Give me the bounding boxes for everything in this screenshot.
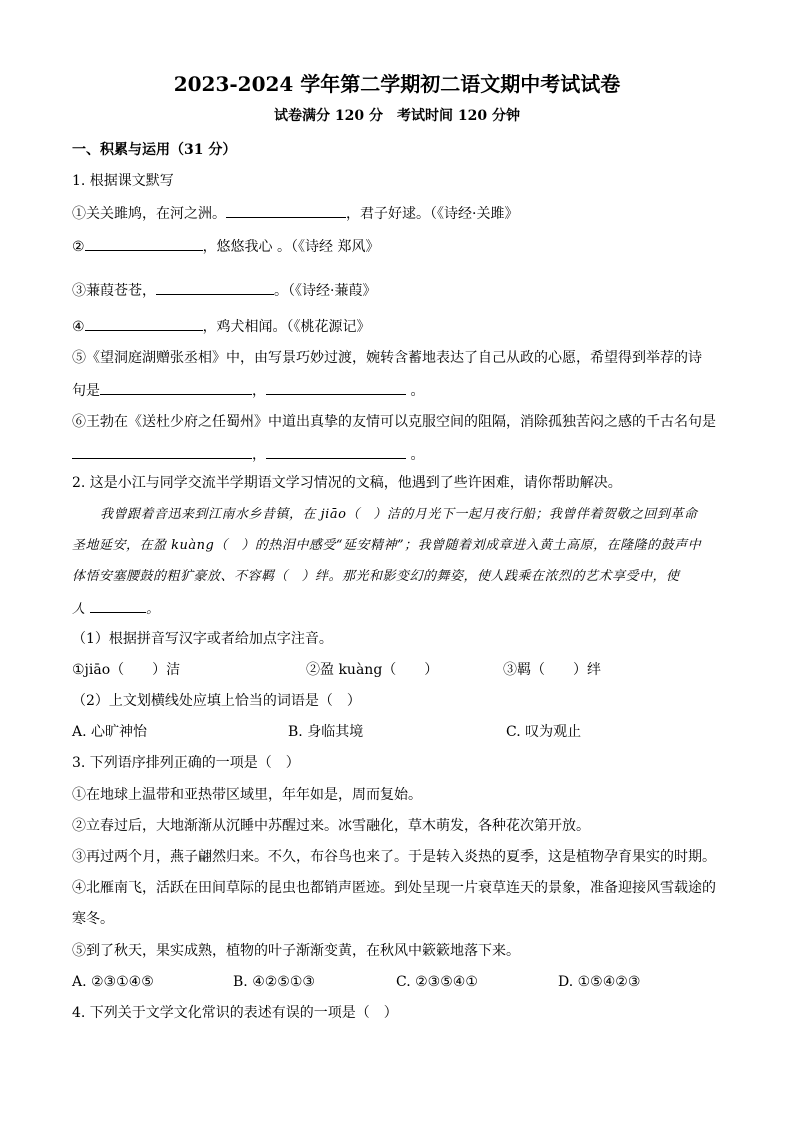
question-1-line-3 bbox=[72, 280, 376, 301]
question-1-line-5b bbox=[72, 380, 424, 401]
sub-question-1-item-3: ③羁（ ）绊 bbox=[503, 662, 601, 678]
answer-blank[interactable] bbox=[266, 444, 406, 459]
text: ③蒹葭苍苍， bbox=[72, 283, 156, 299]
text: 。（《诗经·蒹葭》 bbox=[274, 283, 377, 299]
text: ，鸡犬相闻。（《桃花源记》 bbox=[202, 319, 371, 335]
question-3-stem: 3. 下列语序排列正确的一项是（ ） bbox=[72, 755, 300, 771]
answer-blank[interactable] bbox=[156, 280, 274, 295]
passage-line: 圣地延安，在盈 kuàng（ ）的热泪中感受“延安精神”；我曾随着刘成章进入黄土高原，在隆隆的鼓声中 bbox=[72, 538, 702, 553]
text: ② bbox=[72, 239, 85, 255]
text: ， bbox=[252, 383, 266, 399]
text: ①关关雎鸠，在河之洲。 bbox=[72, 206, 226, 222]
question-1-line-4 bbox=[72, 316, 371, 337]
sentence-1: ①在地球上温带和亚热带区域里，年年如是，周而复始。 bbox=[72, 787, 422, 803]
sub-question-1: （1）根据拼音写汉字或者给加点字注音。 bbox=[72, 631, 333, 647]
question-1-line-6: ⑥王勃在《送杜少府之任蜀州》中道出真挚的友情可以克服空间的阻隔，消除孤独苦闷之感的千古名句是 bbox=[72, 414, 716, 430]
text: 。 bbox=[406, 383, 425, 399]
text: 句是 bbox=[72, 383, 100, 399]
section-heading: 一、积累与运用（31 分） bbox=[72, 142, 237, 158]
option-d[interactable]: D. ①⑤④②③ bbox=[558, 974, 641, 990]
answer-blank[interactable] bbox=[100, 380, 252, 395]
text: ，悠悠我心 。（《诗经 郑风》 bbox=[202, 239, 380, 255]
text: 人 bbox=[72, 602, 86, 617]
passage-line bbox=[72, 598, 160, 620]
sub-question-1-item-1: ①jiāo（ ）洁 bbox=[72, 662, 181, 678]
page-title: 2023-2024 学年第二学期初二语文期中考试试卷 bbox=[173, 72, 621, 96]
sub-question-1-item-2: ②盈 kuàng（ ） bbox=[306, 662, 439, 678]
question-1-line-2 bbox=[72, 236, 379, 257]
sub-question-2: （2）上文划横线处应填上恰当的词语是（ ） bbox=[72, 693, 361, 709]
question-1-line-1 bbox=[72, 203, 518, 224]
sentence-4-cont: 寒冬。 bbox=[72, 911, 114, 927]
passage-line: 体悟安塞腰鼓的粗犷豪放、不容羁（ ）绊。那光和影变幻的舞姿，使人践乘在浓烈的艺术享受中，使 bbox=[72, 569, 680, 584]
sentence-5: ⑤到了秋天，果实成熟，植物的叶子渐渐变黄，在秋风中簌簌地落下来。 bbox=[72, 943, 520, 959]
answer-blank[interactable] bbox=[226, 203, 346, 218]
sentence-4: ④北雁南飞，活跃在田间草际的昆虫也都销声匿迹。到处呈现一片衰草连天的景象，准备迎接风雪载途的 bbox=[72, 880, 716, 896]
answer-blank[interactable] bbox=[90, 598, 146, 613]
text: ，君子好逑。（《诗经·关雎》 bbox=[346, 206, 519, 222]
option-c[interactable]: C. 叹为观止 bbox=[506, 724, 582, 740]
question-1-stem: 1. 根据课文默写 bbox=[72, 173, 174, 189]
text: ， bbox=[252, 447, 266, 463]
option-a[interactable]: A. ②③①④⑤ bbox=[72, 974, 154, 990]
option-c[interactable]: C. ②③⑤④① bbox=[396, 974, 478, 990]
option-b[interactable]: B. 身临其境 bbox=[288, 724, 364, 740]
sentence-2: ②立春过后，大地渐渐从沉睡中苏醒过来。冰雪融化，草木萌发，各种花次第开放。 bbox=[72, 818, 590, 834]
answer-blank[interactable] bbox=[85, 316, 203, 331]
text: ④ bbox=[72, 319, 85, 335]
question-2-stem: 2. 这是小江与同学交流半学期语文学习情况的文稿，他遇到了些许困难，请你帮助解决。 bbox=[72, 475, 622, 491]
answer-blank[interactable] bbox=[266, 380, 406, 395]
question-1-line-5: ⑤《望洞庭湖赠张丞相》中，由写景巧妙过渡，婉转含蓄地表达了自己从政的心愿，希望得到举荐的诗 bbox=[72, 350, 702, 366]
text: 。 bbox=[406, 447, 425, 463]
page-subtitle: 试卷满分 120 分 考试时间 120 分钟 bbox=[274, 108, 520, 124]
question-4-stem: 4. 下列关于文学文化常识的表述有误的一项是（ ） bbox=[72, 1005, 398, 1021]
answer-blank[interactable] bbox=[72, 444, 252, 459]
sentence-3: ③再过两个月，燕子翩然归来。不久，布谷鸟也来了。于是转入炎热的夏季，这是植物孕育果实的时期。 bbox=[72, 849, 716, 865]
text: 。 bbox=[146, 602, 160, 617]
question-1-line-6b bbox=[72, 444, 424, 465]
passage-line: 我曾跟着音迅来到江南水乡昔镇，在 jiāo（ ）洁的月光下一起月夜行船；我曾伴着贺敬之回到革命 bbox=[100, 507, 698, 522]
option-a[interactable]: A. 心旷神怡 bbox=[72, 724, 148, 740]
answer-blank[interactable] bbox=[85, 236, 203, 251]
option-b[interactable]: B. ④②⑤①③ bbox=[233, 974, 315, 990]
